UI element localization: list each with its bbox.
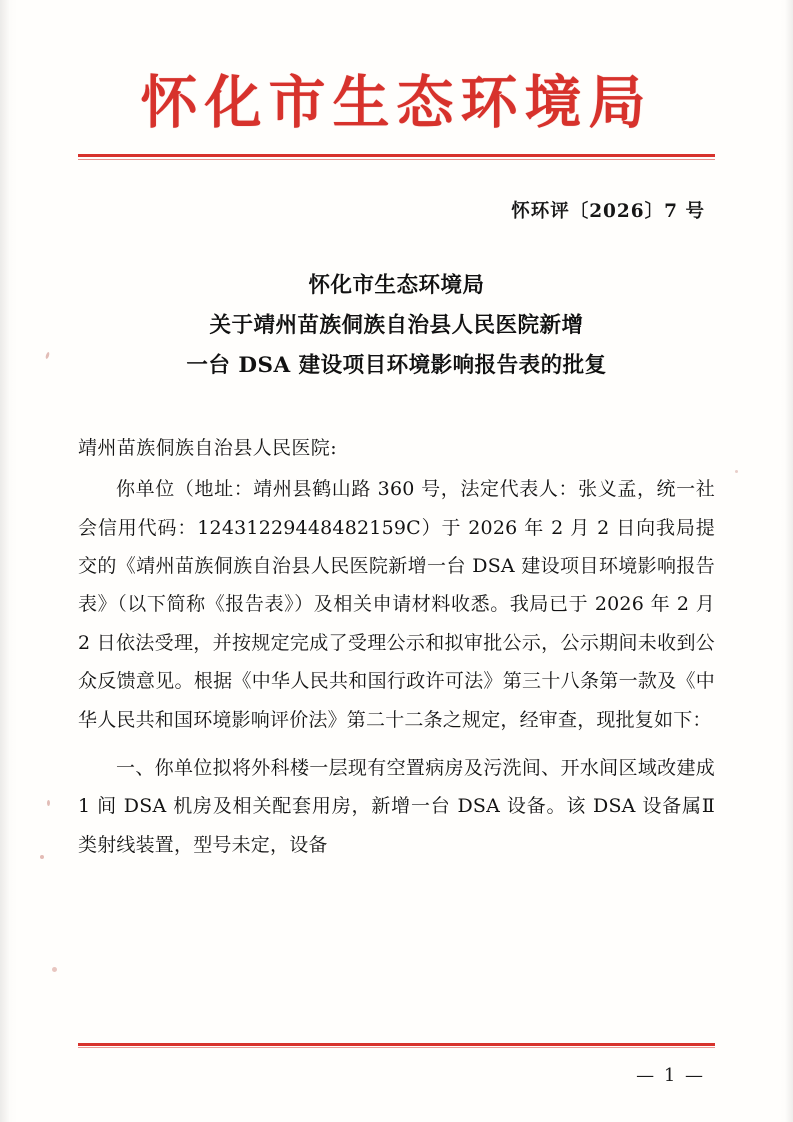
title-line-3: 一台 DSA 建设项目环境影响报告表的批复: [186, 352, 607, 378]
page-number: — 1 —: [636, 1065, 705, 1086]
title-line-1: 怀化市生态环境局: [308, 273, 485, 298]
body-paragraph-1: 你单位（地址：靖州县鹤山路 360 号，法定代表人：张义孟，统一社会信用代码：12431229448482159C）于 2026 年 2 月 2 日向我局提交的《靖州苗族侗族自治县人民医院新增一台 DSA 建设项目环境影响报告表》（以下简称《报告表》）及相关申请材料收悉。我局已于 2026 年 2 月 2 日依法受理，并按规定完成了受理公示和拟审批公示，公示期间未收到公众反馈意见。根据《中华人民共和国行政许可法》第三十八条第一款及《中华人民共和国环境影响评价法》第二十二条之规定，经审查，现批复如下：: [78, 478, 715, 731]
body-paragraph-2: 一、你单位拟将外科楼一层现有空置病房及污洗间、开水间区域改建成 1 间 DSA 机房及相关配套用房，新增一台 DSA 设备。该 DSA 设备属Ⅱ类射线装置，型号未定，设备: [78, 756, 715, 856]
title-line-2: 关于靖州苗族侗族自治县人民医院新增: [209, 312, 584, 338]
letterhead-divider: [78, 154, 715, 157]
document-number: 怀环评〔2026〕7 号: [511, 201, 705, 222]
letterhead: [78, 69, 715, 157]
document-title: [78, 266, 715, 385]
footer-divider: [78, 1043, 715, 1046]
letterhead-organization: 怀化市生态环境局: [140, 69, 653, 136]
salutation: 靖州苗族侗族自治县人民医院:: [78, 437, 338, 460]
